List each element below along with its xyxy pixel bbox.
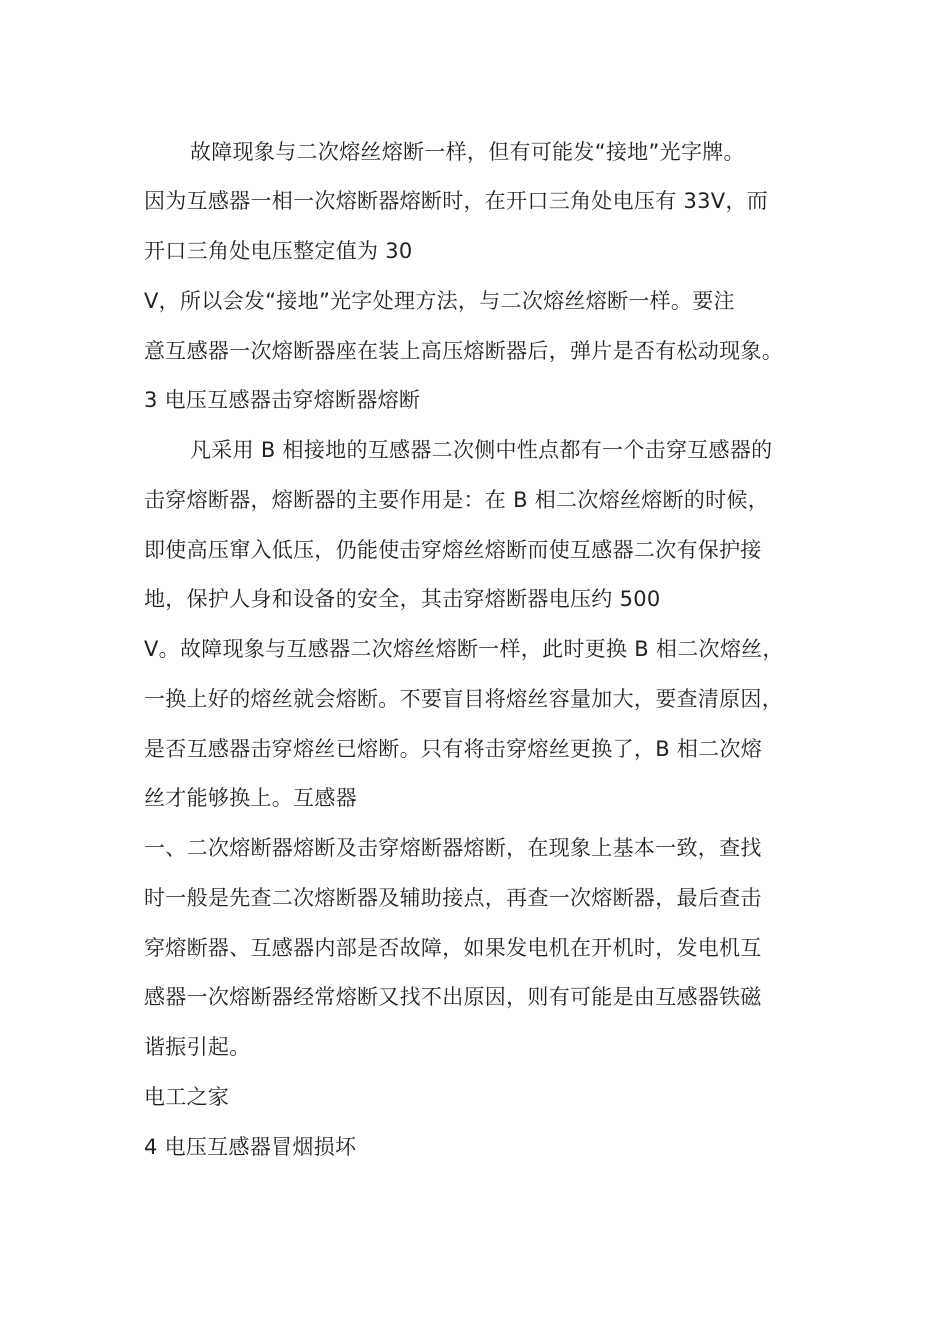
paragraph-line: 即使高压窜入低压，仍能使击穿熔丝熔断而使互感器二次有保护接 (144, 538, 762, 562)
paragraph-line: 击穿熔断器，熔断器的主要作用是：在 B 相二次熔丝熔断的时候， (144, 488, 770, 512)
paragraph-line: 一换上好的熔丝就会熔断。不要盲目将熔丝容量加大，要查清原因， (144, 687, 783, 711)
section-heading: 3 电压互感器击穿熔断器熔断 (144, 388, 421, 412)
paragraph-line: 丝才能够换上。互感器 (144, 786, 357, 810)
paragraph-line: 一、二次熔断器熔断及击穿熔断器熔断，在现象上基本一致，查找 (144, 836, 762, 860)
paragraph-line: 地，保护人身和设备的安全，其击穿熔断器电压约 500 (144, 587, 661, 611)
paragraph-line: 故障现象与二次熔丝熔断一样，但有可能发“接地”光字牌。 (190, 140, 745, 164)
paragraph-line: 开口三角处电压整定值为 30 (144, 239, 413, 263)
paragraph-line: 因为互感器一相一次熔断器熔断时，在开口三角处电压有 33V，而 (144, 189, 769, 213)
paragraph-line: 意互感器一次熔断器座在装上高压熔断器后，弹片是否有松动现象。 (144, 339, 783, 363)
paragraph-line: 是否互感器击穿熔丝已熔断。只有将击穿熔丝更换了，B 相二次熔 (144, 737, 763, 761)
paragraph-line: 穿熔断器、互感器内部是否故障，如果发电机在开机时，发电机互 (144, 936, 762, 960)
paragraph-line: V。故障现象与互感器二次熔丝熔断一样，此时更换 B 相二次熔丝， (144, 637, 784, 661)
section-heading: 4 电压互感器冒烟损坏 (144, 1135, 357, 1159)
paragraph-line: 谐振引起。 (144, 1035, 251, 1059)
paragraph-line: 凡采用 B 相接地的互感器二次侧中性点都有一个击穿互感器的 (190, 438, 773, 462)
paragraph-line: V，所以会发“接地”光字处理方法，与二次熔丝熔断一样。要注 (144, 289, 735, 313)
paragraph-line: 感器一次熔断器经常熔断又找不出原因，则有可能是由互感器铁磁 (144, 985, 762, 1009)
source-label: 电工之家 (144, 1085, 230, 1109)
paragraph-line: 时一般是先查二次熔断器及辅助接点，再查一次熔断器，最后查击 (144, 886, 762, 910)
